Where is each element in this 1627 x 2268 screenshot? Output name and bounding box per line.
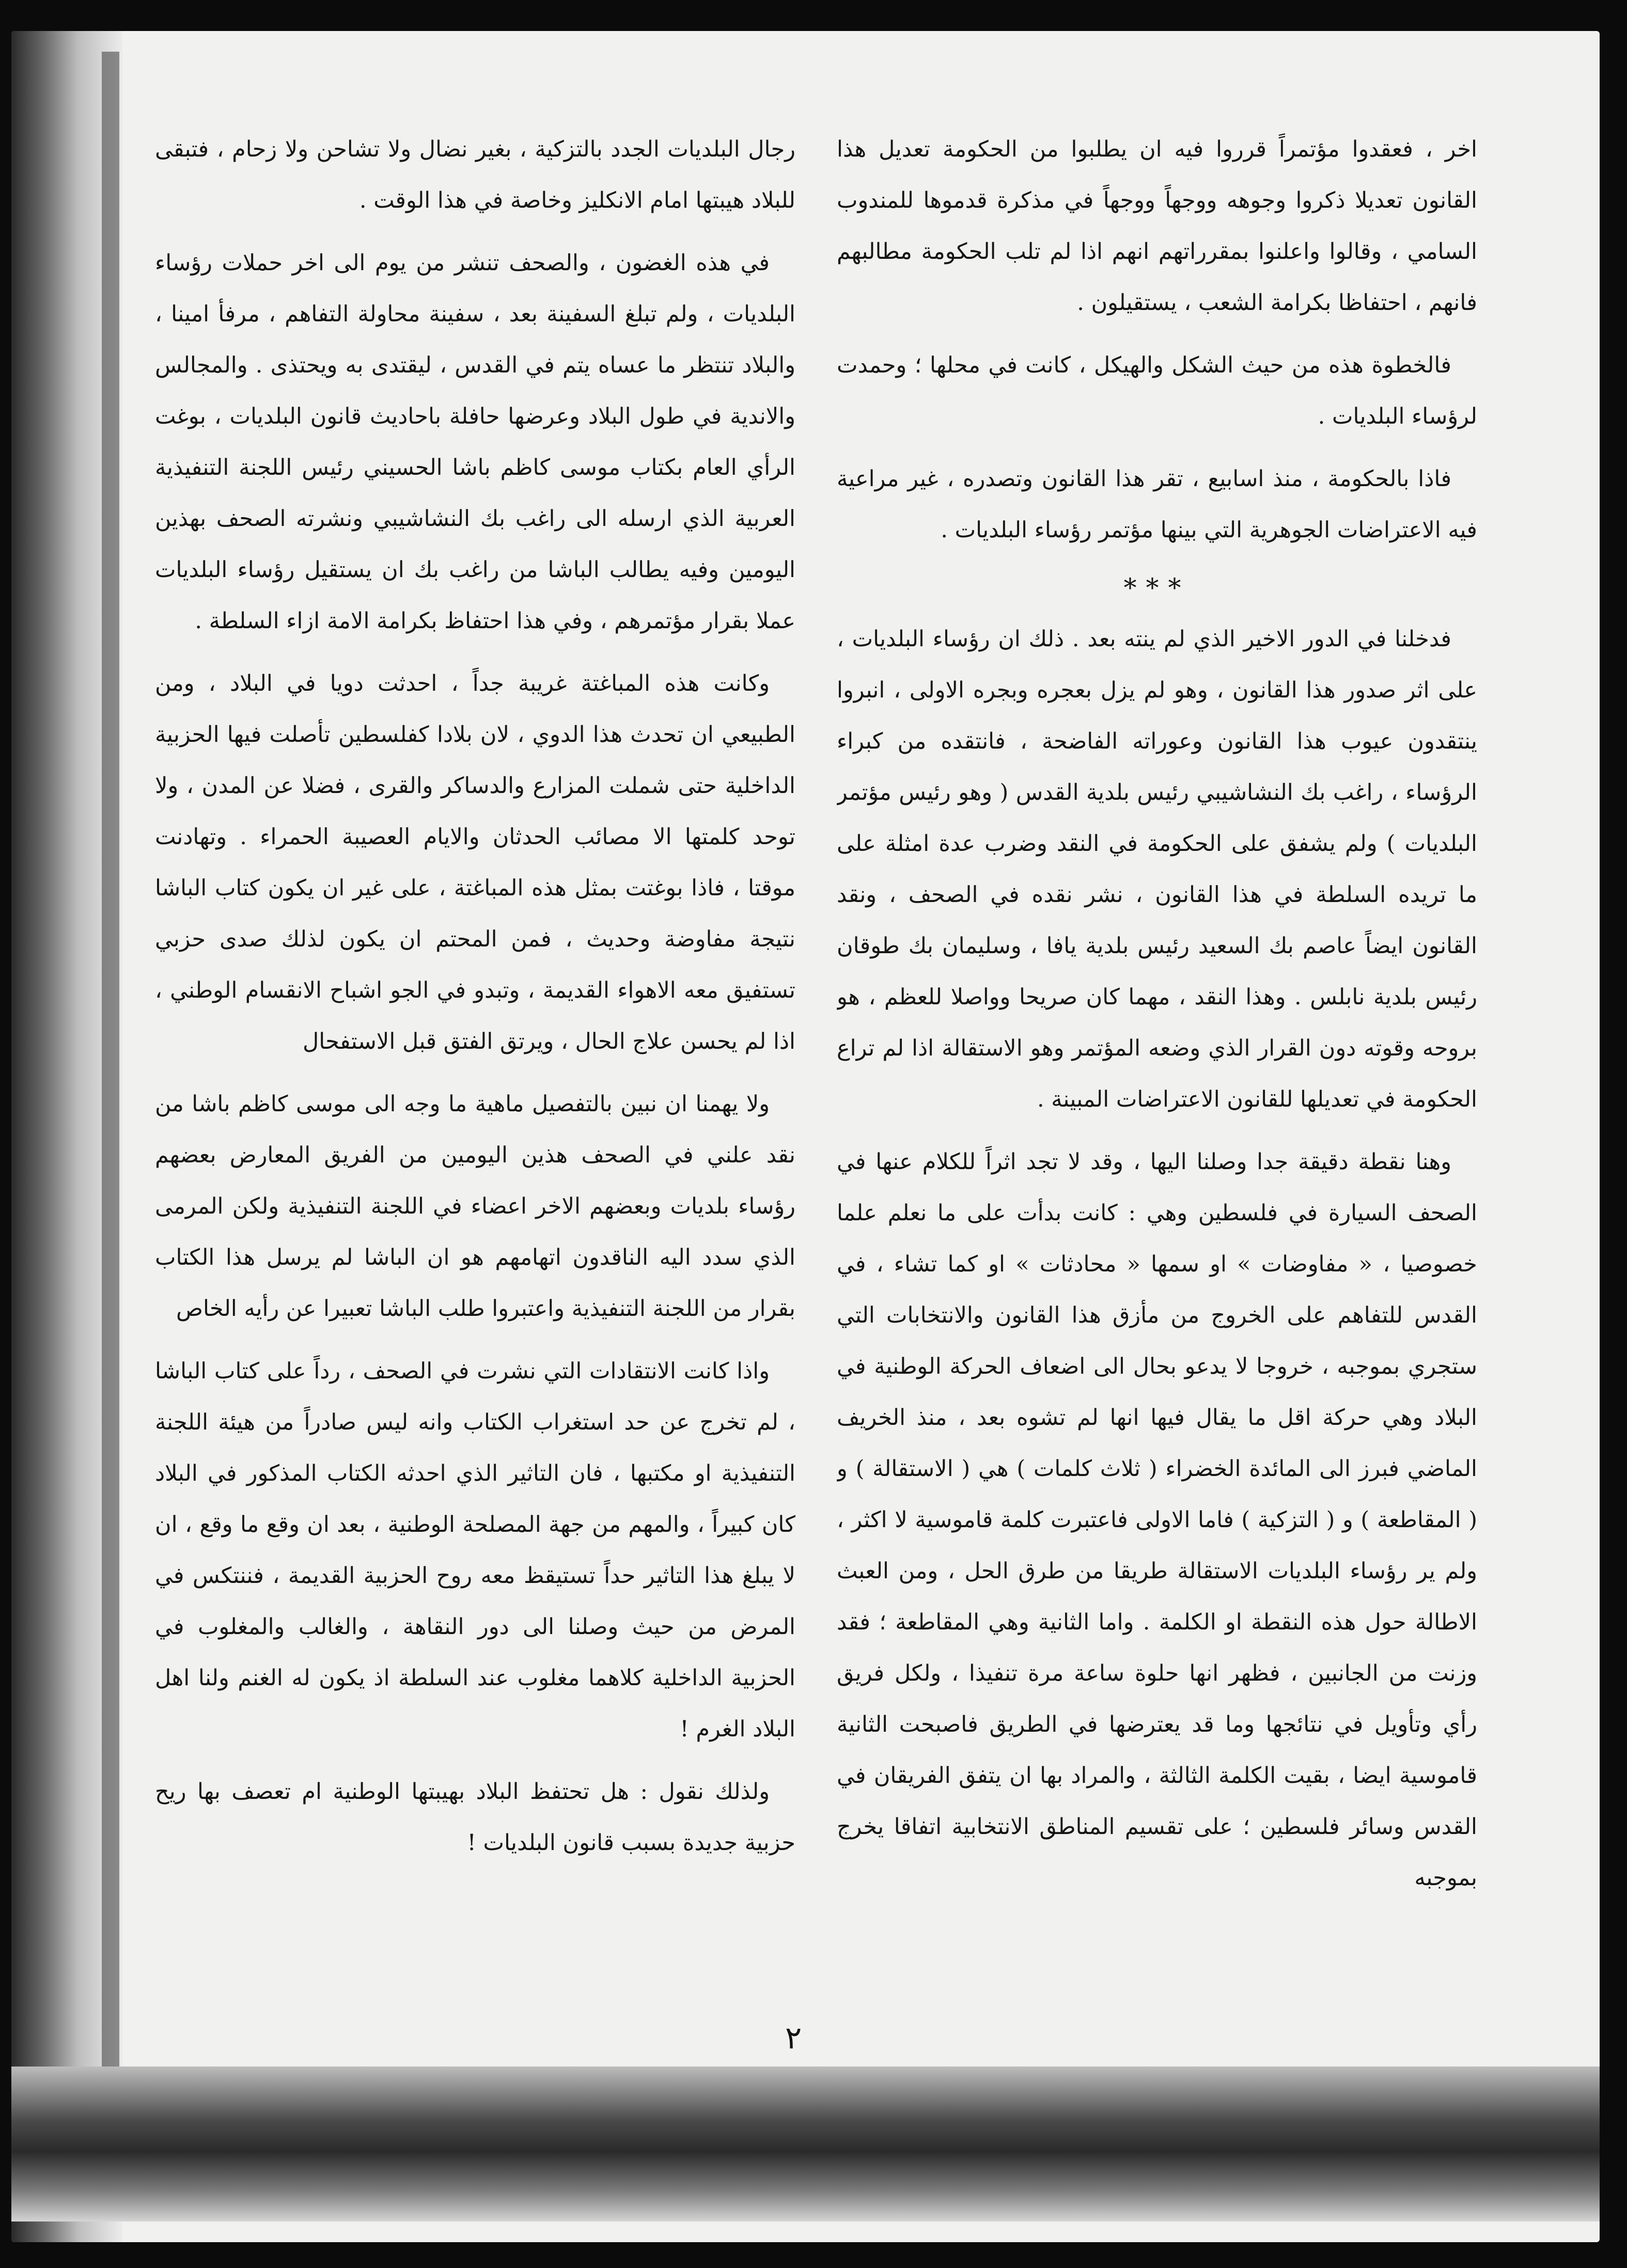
left-column (155, 124, 795, 2005)
paragraph: اخر ، فعقدوا مؤتمراً قرروا فيه ان يطلبوا من الحكومة تعديل هذا القانون تعديلا ذكروا وجوهه ووجهاً ووجهاً في مذكرة قدموها للمندوب السامي ، وقالوا واعلنوا بمقرراتهم انهم اذا لم تلب الحكومة مطالبهم فانهم ، احتفاظا بكرامة الشعب ، يستقيلون . (837, 136, 1477, 316)
paragraph: وهنا نقطة دقيقة جدا وصلنا اليها ، وقد لا تجد اثراً للكلام عنها في الصحف السيارة في فلسطين وهي : كانت بدأت على ما نعلم علما خصوصيا ، « مفاوضات » او سمها « محادثات » او كما تشاء ، في القدس للتفاهم على الخروج من مأزق هذا القانون والانتخابات التي ستجري بموجبه ، خروجا لا يدعو بحال الى اضعاف الحركة الوطنية في البلاد وهي حركة اقل ما يقال فيها انها لم تشوه بعد ، منذ الخريف الماضي فبرز الى المائدة الخضراء ( ثلاث كلمات ) هي ( الاستقالة ) و ( المقاطعة ) و ( التزكية ) فاما الاولى فاعتبرت كلمة قاموسية لا اكثر ، ولم ير رؤساء البلديات الاستقالة طريقا من طرق الحل ، ومن العبث الاطالة حول هذه النقطة او الكلمة . واما الثانية وهي المقاطعة ؛ فقد وزنت من الجانبين ، فظهر انها حلوة ساعة مرة تنفيذا ، ولكل فريق رأي وتأويل في نتائجها وما قد يعترضها في الطريق فاصبحت الثانية قاموسية ايضا ، بقيت الكلمة الثالثة ، والمراد بها ان يتفق الفريقان في القدس وسائر فلسطين ؛ على تقسيم المناطق الانتخابية اتفاقا يخرج بموجبه (837, 1149, 1477, 1891)
page-number: ٢ (785, 2020, 802, 2056)
paragraph: رجال البلديات الجدد بالتزكية ، بغير نضال ولا تشاحن ولا زحام ، فتبقى للبلاد هيبتها امام الانكليز وخاصة في هذا الوقت . (155, 136, 795, 213)
binding-shadow (102, 52, 119, 2098)
paragraph: ولذلك نقول : هل تحتفظ البلاد بهيبتها الوطنية ام تعصف بها ريح حزبية جديدة بسبب قانون البلديات ! (155, 1779, 795, 1856)
paragraph: وكانت هذه المباغتة غريبة جداً ، احدثت دويا في البلاد ، ومن الطبيعي ان تحدث هذا الدوي ، لان بلادا كفلسطين تأصلت فيها الحزبية الداخلية حتى شملت المزارع والدساكر والقرى ، فضلا عن المدن ، ولا توحد كلمتها الا مصائب الحدثان والايام العصيبة الحمراء . وتهادنت موقتا ، فاذا بوغتت بمثل هذه المباغتة ، على غير ان يكون كتاب الباشا نتيجة مفاوضة وحديث ، فمن المحتم ان يكون لذلك صدى حزبي تستفيق معه الاهواء القديمة ، وتبدو في الجو اشباح الانقسام الوطني ، اذا لم يحسن علاج الحال ، ويرتق الفتق قبل الاستفحال (155, 671, 795, 1054)
paragraph: واذا كانت الانتقادات التي نشرت في الصحف ، رداً على كتاب الباشا ، لم تخرج عن حد استغراب الكتاب وانه ليس صادراً من هيئة اللجنة التنفيذية او مكتبها ، فان التاثير الذي احدثه الكتاب المذكور في البلاد كان كبيراً ، والمهم من جهة المصلحة الوطنية ، بعد ان وقع ما وقع ، ان لا يبلغ هذا التاثير حداً تستيقظ معه روح الحزبية القديمة ، فننتكس في المرض من حيث وصلنا الى دور النقاهة ، والغالب والمغلوب في الحزبية الداخلية كلاهما مغلوب عند السلطة اذ يكون له الغنم ولنا اهل البلاد الغرم ! (155, 1358, 795, 1742)
paragraph: فالخطوة هذه من حيث الشكل والهيكل ، كانت في محلها ؛ وحمدت لرؤساء البلديات . (837, 352, 1477, 429)
scan-bottom-shadow (11, 2067, 1600, 2222)
paragraph: فاذا بالحكومة ، منذ اسابيع ، تقر هذا القانون وتصدره ، غير مراعية فيه الاعتراضات الجوهرية التي بينها مؤتمر رؤساء البلديات . (837, 466, 1477, 543)
section-separator: *** (1123, 573, 1191, 603)
right-column (837, 124, 1477, 2005)
paragraph: في هذه الغضون ، والصحف تنشر من يوم الى اخر حملات رؤساء البلديات ، ولم تبلغ السفينة بعد ، سفينة محاولة التفاهم ، مرفأ امينا ، والبلاد تنتظر ما عساه يتم في القدس ، ليقتدى به ويحتذى . والمجالس والاندية في طول البلاد وعرضها حافلة باحاديث قانون البلديات ، بوغت الرأي العام بكتاب موسى كاظم باشا الحسيني رئيس اللجنة التنفيذية العربية الذي ارسله الى راغب بك النشاشيبي ونشرته الصحف بهذين اليومين وفيه يطالب الباشا من راغب بك ان يستقيل رؤساء البلديات عملا بقرار مؤتمرهم ، وفي هذا احتفاظ بكرامة الامة ازاء السلطة . (155, 250, 795, 634)
paragraph: ولا يهمنا ان نبين بالتفصيل ماهية ما وجه الى موسى كاظم باشا من نقد علني في الصحف هذين اليومين من الفريق المعارض بعضهم رؤساء بلديات وبعضهم الاخر اعضاء في اللجنة التنفيذية ولكن المرمى الذي سدد اليه الناقدون اتهامهم هو ان الباشا لم يرسل هذا الكتاب بقرار من اللجنة التنفيذية واعتبروا طلب الباشا تعبيرا عن رأيه الخاص (155, 1091, 795, 1322)
paragraph: فدخلنا في الدور الاخير الذي لم ينته بعد . ذلك ان رؤساء البلديات ، على اثر صدور هذا القانون ، وهو لم يزل بعجره وبجره الاولى ، انبروا ينتقدون عيوب هذا القانون وعوراته الفاضحة ، فانتقده من كبراء الرؤساء ، راغب بك النشاشيبي رئيس بلدية القدس ( وهو رئيس مؤتمر البلديات ) ولم يشفق على الحكومة في النقد وضرب عدة امثلة على ما تريده السلطة في هذا القانون ، نشر نقده في الصحف ، ونقد القانون ايضاً عاصم بك السعيد رئيس بلدية يافا ، وسليمان بك طوقان رئيس بلدية نابلس . وهذا النقد ، مهما كان صريحا وواصلا للعظم ، هو بروحه وقوته دون القرار الذي وضعه المؤتمر وهو الاستقالة اذا لم تراع الحكومة في تعديلها للقانون الاعتراضات المبينة . (837, 626, 1477, 1112)
